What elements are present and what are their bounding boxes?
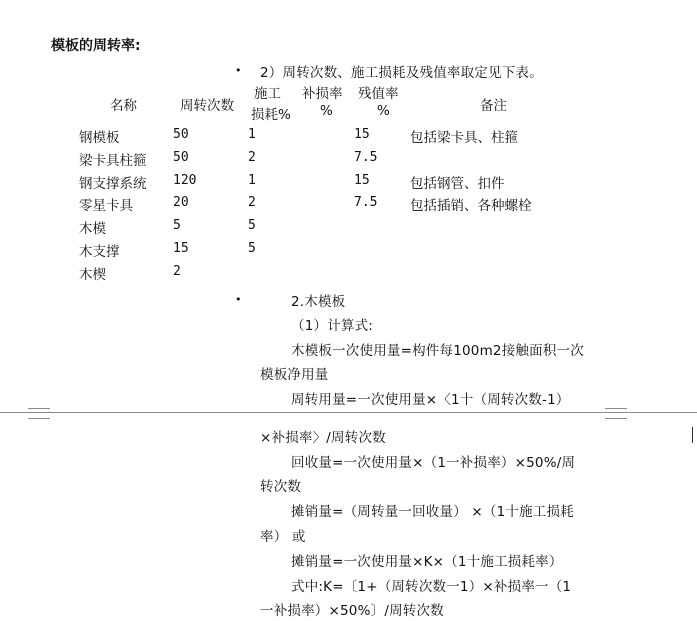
- cell-residual: 15: [354, 127, 370, 142]
- formula-line: 木模板一次使用量=构件每100m2接触面积一次: [291, 343, 584, 359]
- cell-name: 钢模板: [79, 130, 120, 146]
- formula-line: ×补损率〉/周转次数: [260, 430, 386, 446]
- cell-turnover: 50: [173, 150, 189, 165]
- page-break: [0, 408, 697, 420]
- cell-remark: 包括插销、各种螺栓: [410, 198, 532, 214]
- cell-loss: 2: [248, 150, 256, 165]
- cell-name: 零星卡具: [79, 198, 133, 214]
- cell-turnover: 50: [173, 127, 189, 142]
- page-break-marker-left: [28, 408, 50, 419]
- formula-line: 模板净用量: [260, 367, 329, 383]
- header-name: 名称: [110, 98, 137, 114]
- formula-line: 式中:K=〔1+（周转次数一1）×补损率一（1: [291, 579, 572, 595]
- cell-loss: 2: [248, 195, 256, 210]
- cell-turnover: 20: [173, 195, 189, 210]
- cell-name: 木支撑: [79, 244, 120, 260]
- bullet-marker: •: [235, 64, 242, 77]
- cell-turnover: 5: [173, 218, 181, 233]
- header-supplement-loss: 补损率: [302, 86, 343, 102]
- cell-name: 木模: [79, 221, 106, 237]
- header-remark: 备注: [480, 98, 507, 114]
- bullet-marker: •: [235, 293, 242, 306]
- formula-line: 摊销量=（周转量一回收量） ×（1十施工损耗: [291, 504, 574, 520]
- formula-line: 率） 或: [260, 529, 306, 545]
- cell-turnover: 2: [173, 264, 181, 279]
- cell-residual: 15: [354, 173, 370, 188]
- cell-name: 木楔: [79, 267, 106, 283]
- page-break-line: [0, 412, 697, 413]
- page-title: 模板的周转率:: [51, 38, 141, 54]
- cell-loss: 1: [248, 127, 256, 142]
- cell-turnover: 120: [173, 173, 197, 188]
- section-heading: 2.木模板: [291, 294, 346, 310]
- cell-turnover: 15: [173, 241, 189, 256]
- header-construction-loss-unit: 损耗%: [251, 107, 291, 123]
- section-subheading: （1）计算式:: [291, 318, 374, 334]
- cell-loss: 5: [248, 241, 256, 256]
- page-break-marker-right: [605, 408, 627, 419]
- table-intro: 2）周转次数、施工损耗及残值率取定见下表。: [260, 65, 543, 81]
- formula-line: 一补损率）×50%〕/周转次数: [260, 603, 444, 619]
- formula-line: 回收量=一次使用量×（1一补损率）×50%/周: [291, 455, 576, 471]
- header-residual: 残值率: [358, 86, 399, 102]
- formula-line: 摊销量=一次使用量×K×（1十施工损耗率）: [291, 554, 563, 570]
- header-turnover: 周转次数: [180, 98, 234, 114]
- header-construction-loss: 施工: [254, 86, 281, 102]
- cell-remark: 包括梁卡具、柱箍: [410, 130, 518, 146]
- cell-residual: 7.5: [354, 150, 378, 165]
- header-residual-unit: %: [377, 103, 390, 119]
- cell-loss: 5: [248, 218, 256, 233]
- formula-line: 周转用量=一次使用量×〈1十（周转次数-1）: [291, 392, 570, 408]
- cell-loss: 1: [248, 173, 256, 188]
- cell-residual: 7.5: [354, 195, 378, 210]
- formula-line: 转次数: [260, 479, 302, 495]
- header-supplement-loss-unit: %: [320, 103, 333, 119]
- cell-remark: 包括钢管、扣件: [410, 176, 505, 192]
- cell-name: 梁卡具柱箍: [79, 153, 147, 169]
- cell-name: 钢支撑系统: [79, 176, 147, 192]
- text-cursor: [692, 427, 693, 443]
